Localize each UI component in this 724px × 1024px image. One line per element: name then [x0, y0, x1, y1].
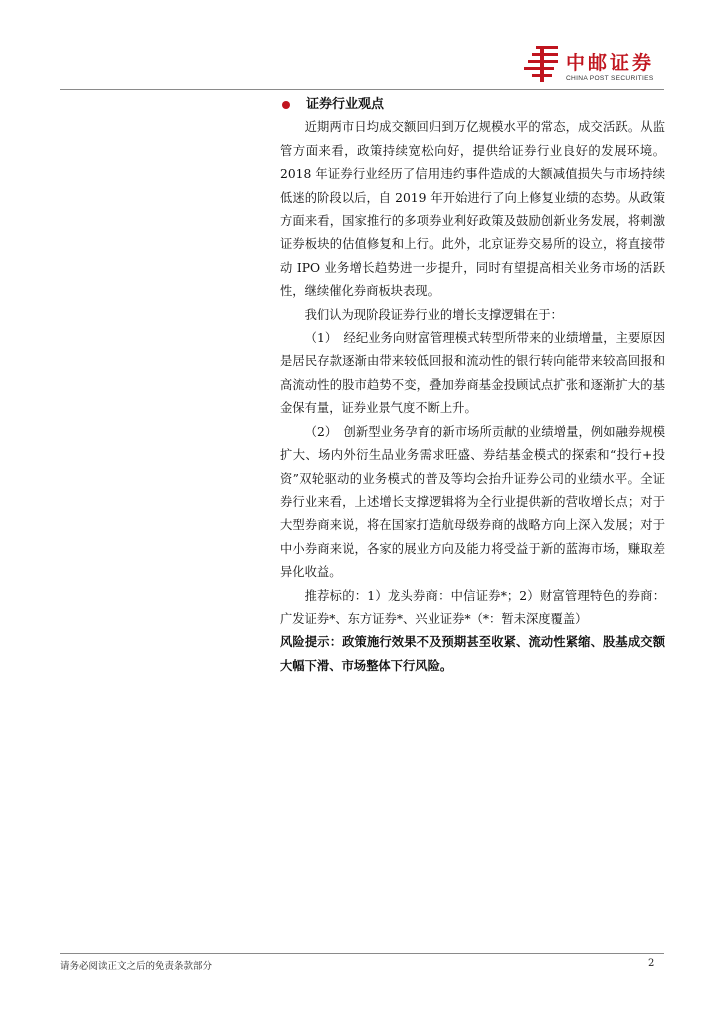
footer-disclaimer: 请务必阅读正文之后的免责条款部分	[60, 961, 213, 972]
risk-warning: 风险提示：政策施行效果不及预期甚至收紧、流动性紧缩、股基成交额大幅下滑、市场整体下行风险。	[280, 635, 665, 673]
section-heading	[280, 93, 665, 116]
footer-divider	[60, 953, 664, 954]
page-number: 2	[648, 958, 655, 969]
paragraph-logic-1: （1） 经纪业务向财富管理模式转型所带来的业绩增量，主要原因是居民存款逐渐由带来较低回报和流动性的银行转向能带来较高回报和高流动性的股市趋势不变，叠加券商基金投顾试点扩张和逐渐扩大的基金保有量，证券业景气度不断上升。	[280, 331, 665, 416]
section-title: 证券行业观点	[306, 97, 385, 112]
header-divider	[60, 89, 664, 90]
paragraph-market-overview: 近期两市日均成交额回归到万亿规模水平的常态，成交活跃。从监管方面来看，政策持续宽松向好，提供给证券行业良好的发展环境。2018 年证券行业经历了信用违约事件造成的大额减值损失与市场持续低迷的阶段以后，自 2019 年开始进行了向上修复业绩的态势。从政策方面来看，国家推行的多项券业利好政策及鼓励创新业务发展，将刺激证券板块的估值修复和上行。此外，北京证券交易所的设立，将直接带动 IPO 业务增长趋势进一步提升，同时有望提高相关业务市场的活跃性，继续催化券商板块表现。	[280, 120, 665, 299]
paragraph-logic-2: （2） 创新型业务孕育的新市场所贡献的业绩增量，例如融券规模扩大、场内外衍生品业务需求旺盛、券结基金模式的探索和“投行+投资”双轮驱动的业务模式的普及等均会抬升证券公司的业绩水平。全证券行业来看，上述增长支撑逻辑将为全行业提供新的营收增长点；对于大型券商来说，将在国家打造航母级券商的战略方向上深入发展；对于中小券商来说，各家的展业方向及能力将受益于新的蓝海市场，赚取差异化收益。	[280, 424, 665, 580]
company-logo	[524, 44, 664, 90]
red-bullet-icon	[282, 101, 290, 109]
logo-chinese-name: 中邮证券	[566, 52, 655, 74]
report-body	[280, 93, 665, 678]
paragraph-recommendations: 推荐标的：1）龙头券商：中信证券*；2）财富管理特色的券商：广发证券*、东方证券*、兴业证券*（*：暂未深度覆盖）	[280, 588, 665, 626]
paragraph-growth-logic-intro: 我们认为现阶段证券行业的增长支撑逻辑在于：	[304, 307, 563, 322]
china-post-emblem-icon	[524, 44, 560, 84]
logo-english-name: CHINA POST SECURITIES	[566, 75, 654, 82]
